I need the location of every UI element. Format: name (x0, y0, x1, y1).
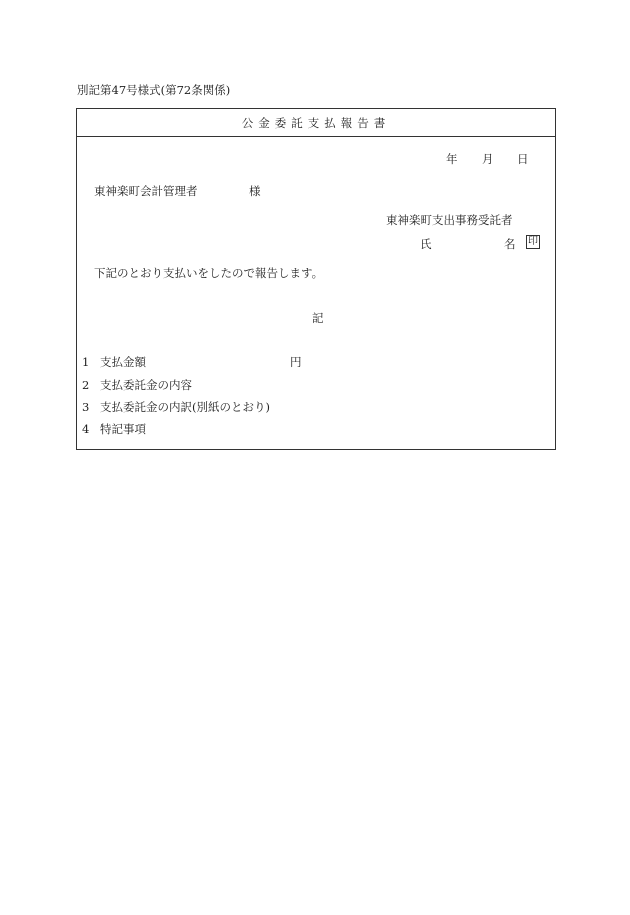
sender-organization: 東神楽町支出事務受託者 (386, 213, 513, 227)
item-number: 2 (82, 378, 90, 392)
item-number: 4 (82, 422, 90, 436)
item-number: 1 (82, 355, 90, 369)
date-year-label: 年 (446, 152, 458, 166)
item-number: 3 (82, 400, 90, 414)
seal-mark: 印 (528, 236, 538, 247)
item-label-breakdown: 支払委託金の内訳(別紙のとおり) (100, 400, 270, 414)
yen-unit: 円 (290, 355, 302, 369)
item-label-content: 支払委託金の内容 (100, 378, 192, 392)
item-label-special-notes: 特記事項 (100, 422, 146, 436)
addressee-name: 東神楽町会計管理者 (94, 184, 198, 198)
intro-text: 下記のとおり支払いをしたので報告します。 (94, 266, 324, 280)
report-form (76, 108, 556, 450)
sender-name-label-shi: 氏 (420, 237, 432, 251)
ki-heading: 記 (312, 311, 324, 325)
form-title: 公金委託支払報告書 (241, 116, 391, 130)
form-label: 別記第47号様式(第72条関係) (77, 83, 231, 97)
item-label-payment-amount: 支払金額 (100, 355, 146, 369)
sender-name-label-mei: 名 (504, 237, 516, 251)
date-day-label: 日 (517, 152, 529, 166)
title-row (77, 109, 555, 137)
date-month-label: 月 (482, 152, 494, 166)
addressee-honorific: 様 (249, 184, 261, 198)
